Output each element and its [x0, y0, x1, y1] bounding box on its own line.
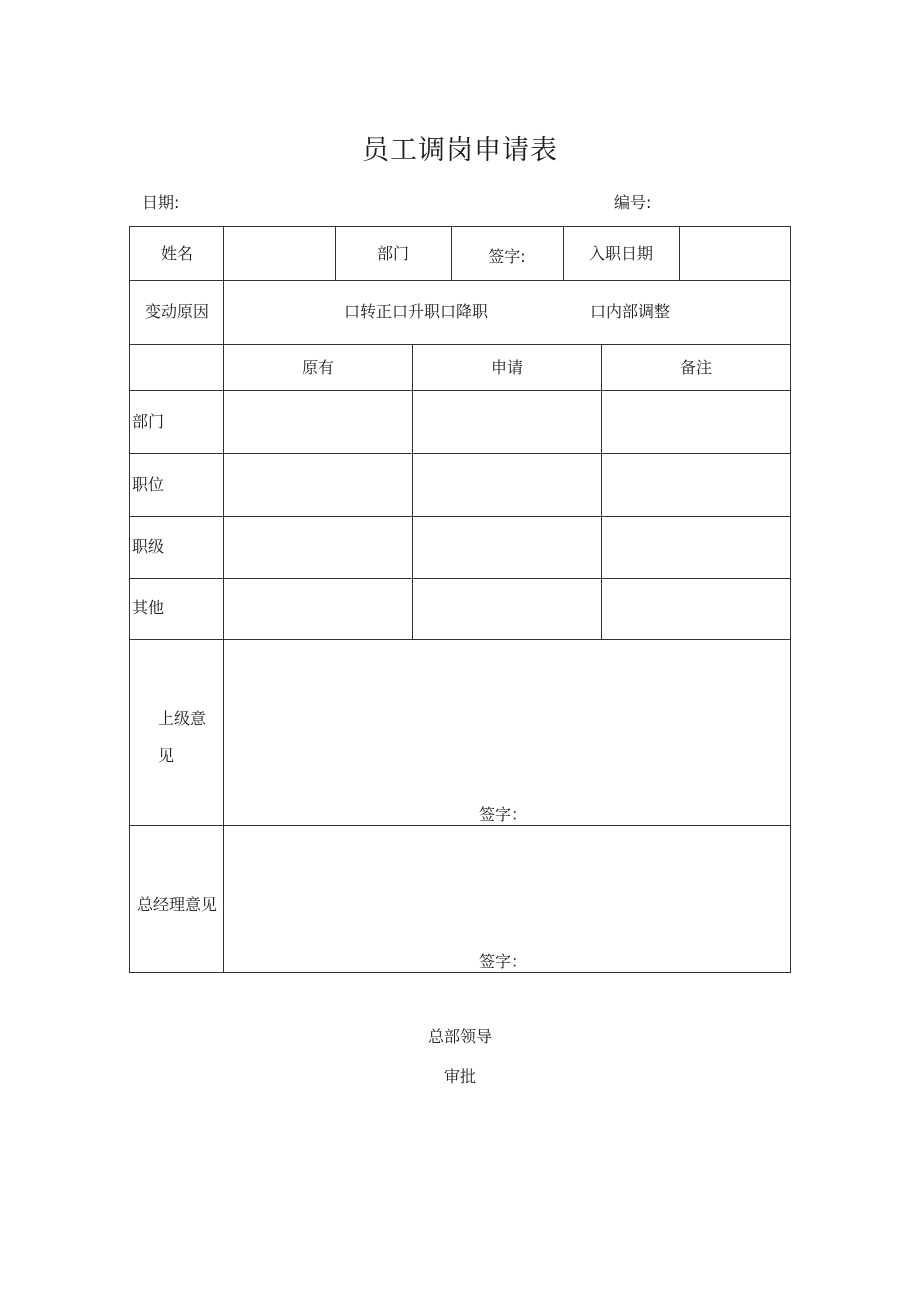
hq-leader-label: 总部领导: [427, 1027, 492, 1046]
dept-label: 部门: [376, 244, 410, 263]
reason-options-internal: 口内部调整: [590, 302, 671, 321]
column-divider: [335, 227, 336, 280]
column-header-apply: 申请: [490, 358, 524, 377]
column-divider: [601, 344, 602, 639]
name-label: 姓名: [160, 244, 194, 263]
column-divider: [223, 227, 224, 972]
page-title: 员工调岗申请表: [362, 135, 558, 166]
column-divider: [412, 344, 413, 639]
row-label-other: 其他: [132, 598, 165, 617]
column-header-original: 原有: [301, 358, 335, 377]
supervisor-opinion-label: 上级意: [158, 709, 207, 728]
transfer-form-table: [129, 226, 791, 973]
row-divider: [130, 825, 790, 826]
row-divider: [130, 516, 790, 517]
row-divider: [130, 390, 790, 391]
row-divider: [130, 453, 790, 454]
row-label-level: 职级: [132, 537, 165, 556]
number-label: 编号:: [614, 193, 652, 212]
approval-label: 审批: [443, 1067, 476, 1086]
date-label: 日期:: [142, 193, 180, 212]
row-divider: [130, 280, 790, 281]
row-divider: [130, 578, 790, 579]
gm-opinion-label: 总经理意见: [136, 895, 218, 914]
reason-label: 变动原因: [144, 302, 210, 321]
gm-sign-label: 签字：: [478, 952, 528, 971]
hire-date-label: 入职日期: [588, 244, 654, 263]
column-header-remark: 备注: [679, 358, 713, 377]
supervisor-opinion-label-cont: 见: [158, 746, 175, 765]
row-label-dept: 部门: [132, 412, 165, 431]
row-label-position: 职位: [132, 475, 165, 494]
row-divider: [130, 344, 790, 345]
row-divider: [130, 639, 790, 640]
column-divider: [451, 227, 452, 280]
reason-options-primary: 口转正口升职口降职: [344, 302, 489, 321]
sign-label: 签字:: [488, 247, 526, 266]
column-divider: [679, 227, 680, 280]
supervisor-sign-label: 签字：: [478, 805, 528, 824]
column-divider: [563, 227, 564, 280]
